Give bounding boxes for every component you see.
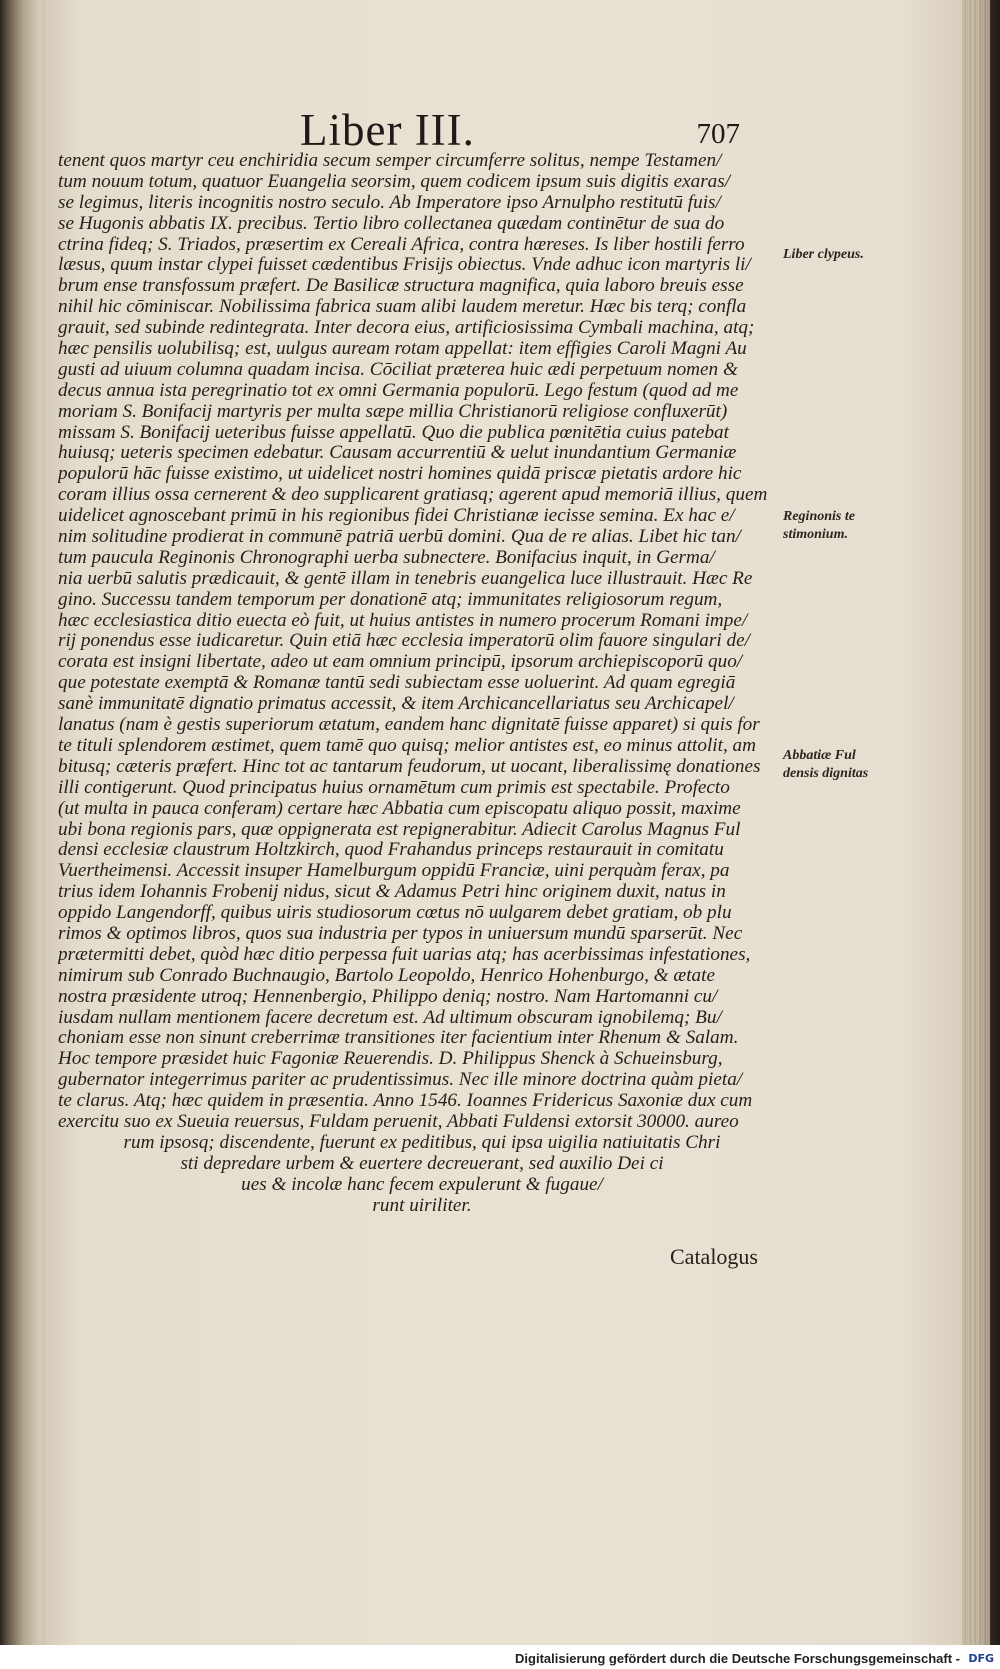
text-line: bitusq; cæteris præfert. Hinc tot ac tantarum feudorum, ut uocant, liberalissimę donationes: [58, 756, 761, 777]
text-line: nostra præsidente utroq; Hennenbergio, Philippo deniq; nostro. Nam Hartomanni cu/: [58, 986, 718, 1007]
text-line: ctrina fideq; S. Triados, præsertim ex Cereali Africa, contra hæreses. Is liber hostili ferro: [58, 234, 745, 255]
text-line: tum nouum totum, quatuor Euangelia seorsim, quem codicem ipsum suis digitis exaras/: [58, 171, 731, 192]
text-line-tail: sti depredare urbem & euertere decreuerant, sed auxilio Dei ci: [180, 1153, 664, 1174]
text-line-tail: rum ipsosq; discendente, fuerunt ex peditibus, qui ipsa uigilia natiuitatis Chri: [123, 1132, 721, 1153]
footer-bar: [0, 1645, 1000, 1669]
text-line: gino. Successu tandem temporum per donationē atq; immunitates religiosorum regum,: [58, 589, 723, 610]
text-line: nimirum sub Conrado Buchnaugio, Bartolo Leopoldo, Henrico Hohenburgo, & ætate: [58, 965, 715, 986]
text-line: te clarus. Atq; hæc quidem in præsentia. Anno 1546. Ioannes Fridericus Saxoniæ dux cum: [58, 1091, 753, 1112]
text-line: densi ecclesiæ claustrum Holtzkirch, quod Frahandus princeps restaurauit in comitatu: [58, 840, 724, 861]
text-line: ubi bona regionis pars, quæ oppignerata est repignerabitur. Adiecit Carolus Magnus Ful: [58, 819, 741, 840]
text-line: gubernator integerrimus pariter ac prudentissimus. Nec ille minore doctrina quàm pieta/: [58, 1070, 743, 1091]
text-line: exercitu suo ex Sueuia reuersus, Fuldam peruenit, Abbati Fuldensi extorsit 30000. aureo: [58, 1111, 739, 1132]
text-line: iusdam nullam mentionem facere decretum est. Ad ultimum obscuram ignobilemq; Bu/: [58, 1007, 722, 1028]
text-line: gusti ad uiuum columna quadam incisa. Cōciliat præterea huic ædi perpetuum nomen &: [58, 359, 738, 380]
text-line: Hoc tempore præsidet huic Fagoniæ Reuerendis. D. Philippus Shenck à Schueinsburg,: [58, 1049, 723, 1070]
text-line: rimos & optimos libros, quos sua industria per typos in uniuersum mundū sparserūt. Nec: [58, 923, 743, 944]
text-line: te tituli splendorem æstimet, quem tamē quo quisq; melior antistes est, eo minus attolit, am: [58, 735, 756, 756]
text-line: lanatus (nam è gestis superiorum ætatum, eandem hanc dignitatē fuisse apparet) si quis for: [58, 715, 760, 736]
text-line: tenent quos martyr ceu enchiridia secum semper circumferre solitus, nempe Testamen/: [58, 151, 722, 171]
text-line: prætermitti debet, quòd hæc ditio perpessa fuit uarias atq; has acerbissimas infestationes,: [58, 944, 751, 965]
text-line: Vuertheimensi. Accessit insuper Hamelburgum oppidū Franciæ, uini perquàm ferax, pa: [58, 861, 730, 882]
text-line: tum paucula Reginonis Chronographi uerba subnectere. Bonifacius inquit, in Germa/: [58, 547, 715, 568]
text-line: læsus, quum instar clypei fuisset cædentibus Frisijs obiectus. Vnde adhuc icon martyris li/: [58, 255, 751, 276]
text-line: que potestate exemptā & Romanæ tantū sedi subiectam esse uoluerint. Ad quam egregiā: [58, 673, 736, 694]
text-line: moriam S. Bonifacij martyris per multa sæpe millia Christianorū religiose confluxerūt): [58, 401, 728, 422]
text-line: populorū hāc fuisse existimo, ut uidelicet nostri homines quidā priscæ pietatis ardore hic: [58, 464, 742, 485]
text-line: trius idem Iohannis Frobenij nidus, sicut & Adamus Petri hinc originem duxit, natus in: [58, 882, 726, 903]
page-edge-stack: [962, 0, 990, 1669]
digitization-credit: Digitalisierung gefördert durch die Deutsche Forschungsgemeinschaft -: [515, 1651, 960, 1666]
text-line: nia uerbū salutis prædicauit, & gentē illam in tenebris euangelica luce illustrauit. Hæc Re: [58, 568, 753, 589]
text-line: decus annua ista peregrinatio tot ex omni Germania populorū. Lego festum (quod ad me: [58, 380, 739, 401]
running-title: Liber III.: [300, 105, 475, 155]
margin-note-reginonis: Reginonis te stimonium.: [783, 509, 855, 542]
text-line: uidelicet agnoscebant primū in his regionibus fidei Christianæ iecisse semina. Ex hac e/: [58, 506, 735, 527]
text-line: illi contigerunt. Quod principatus huius ornamētum cum primis est spectabile. Profecto: [58, 777, 730, 798]
text-line: rij ponendus esse iudicaretur. Quin etiā hæc ecclesia imperatorū olim fauore singulari de/: [58, 631, 750, 652]
catchword: Catalogus: [670, 1244, 758, 1269]
text-line: se legimus, literis incognitis nostro seculo. Ab Imperatore ipso Arnulpho restitutū fuis/: [58, 192, 721, 213]
text-line: choniam esse non sinunt creberrimæ transitiones iter facientium inter Rhenum & Salam.: [58, 1028, 739, 1049]
text-line: se Hugonis abbatis IX. precibus. Tertio libro collectanea quædam continētur de sua do: [58, 213, 725, 234]
margin-note-abbatia: Abbatiæ Ful densis dignitas: [783, 748, 869, 781]
text-line: sanè immunitatē dignatio primatus accessit, & item Archicancellariatus seu Archicapel/: [58, 694, 734, 715]
text-line: grauit, sed subinde redintegrata. Inter decora eius, artificiosissima Cymbali machina, atq;: [58, 318, 755, 339]
text-line: oppido Langendorff, quibus uiris studiosorum cœtus nō uulgarem debet gratiam, ob plu: [58, 903, 732, 924]
text-line: huiusq; ueteris specimen edebatur. Causam accurrentiū & uelut inundantium Germaniæ: [58, 443, 737, 464]
page-number: 707: [696, 118, 740, 150]
main-text-block: [58, 151, 786, 1216]
text-line: missam S. Bonifacij ueteribus fuisse appellatū. Quo die publica pœnitētia cuius patebat: [58, 422, 729, 443]
previous-page-strip: [0, 0, 45, 1669]
text-line: (ut multa in pauca conferam) certare hæc Abbatia cum episcopatu aliquo possit, maxime: [58, 798, 741, 819]
margin-note-liber-clypeus: Liber clypeus.: [783, 247, 864, 262]
text-line: corata est insigni libertate, adeo ut eam omnium principū, ipsorum archiepiscoporū quo/: [58, 652, 743, 673]
text-line: hæc ecclesiastica ditio euecta eò fuit, ut huius antistes in numero procerum Romani impe/: [58, 610, 748, 631]
text-line: coram illius ossa cernerent & deo supplicarent gratiasq; agerent apud memoriā illius, quem: [58, 485, 768, 506]
text-line: hæc pensilis uolubilisq; est, uulgus auream rotam appellat: item effigies Caroli Magni Au: [58, 339, 747, 360]
text-line: nihil hic cōminiscar. Nobilissima fabrica suam alibi laudem meretur. Hæc bis terq; confla: [58, 297, 747, 318]
dfg-logo: DFG: [968, 1652, 994, 1665]
text-line: brum ense transfossum præfert. De Basilicæ structura magnifica, quia laboro breuis esse: [58, 276, 744, 297]
text-line-tail: ues & incolæ hanc fecem expulerunt & fugaue/: [241, 1174, 603, 1195]
text-line: nim solitudine prodierat in communē patriā uerbū domini. Qua de re alias. Libet hic tan/: [58, 527, 741, 548]
text-line-tail: runt uiriliter.: [372, 1195, 472, 1216]
